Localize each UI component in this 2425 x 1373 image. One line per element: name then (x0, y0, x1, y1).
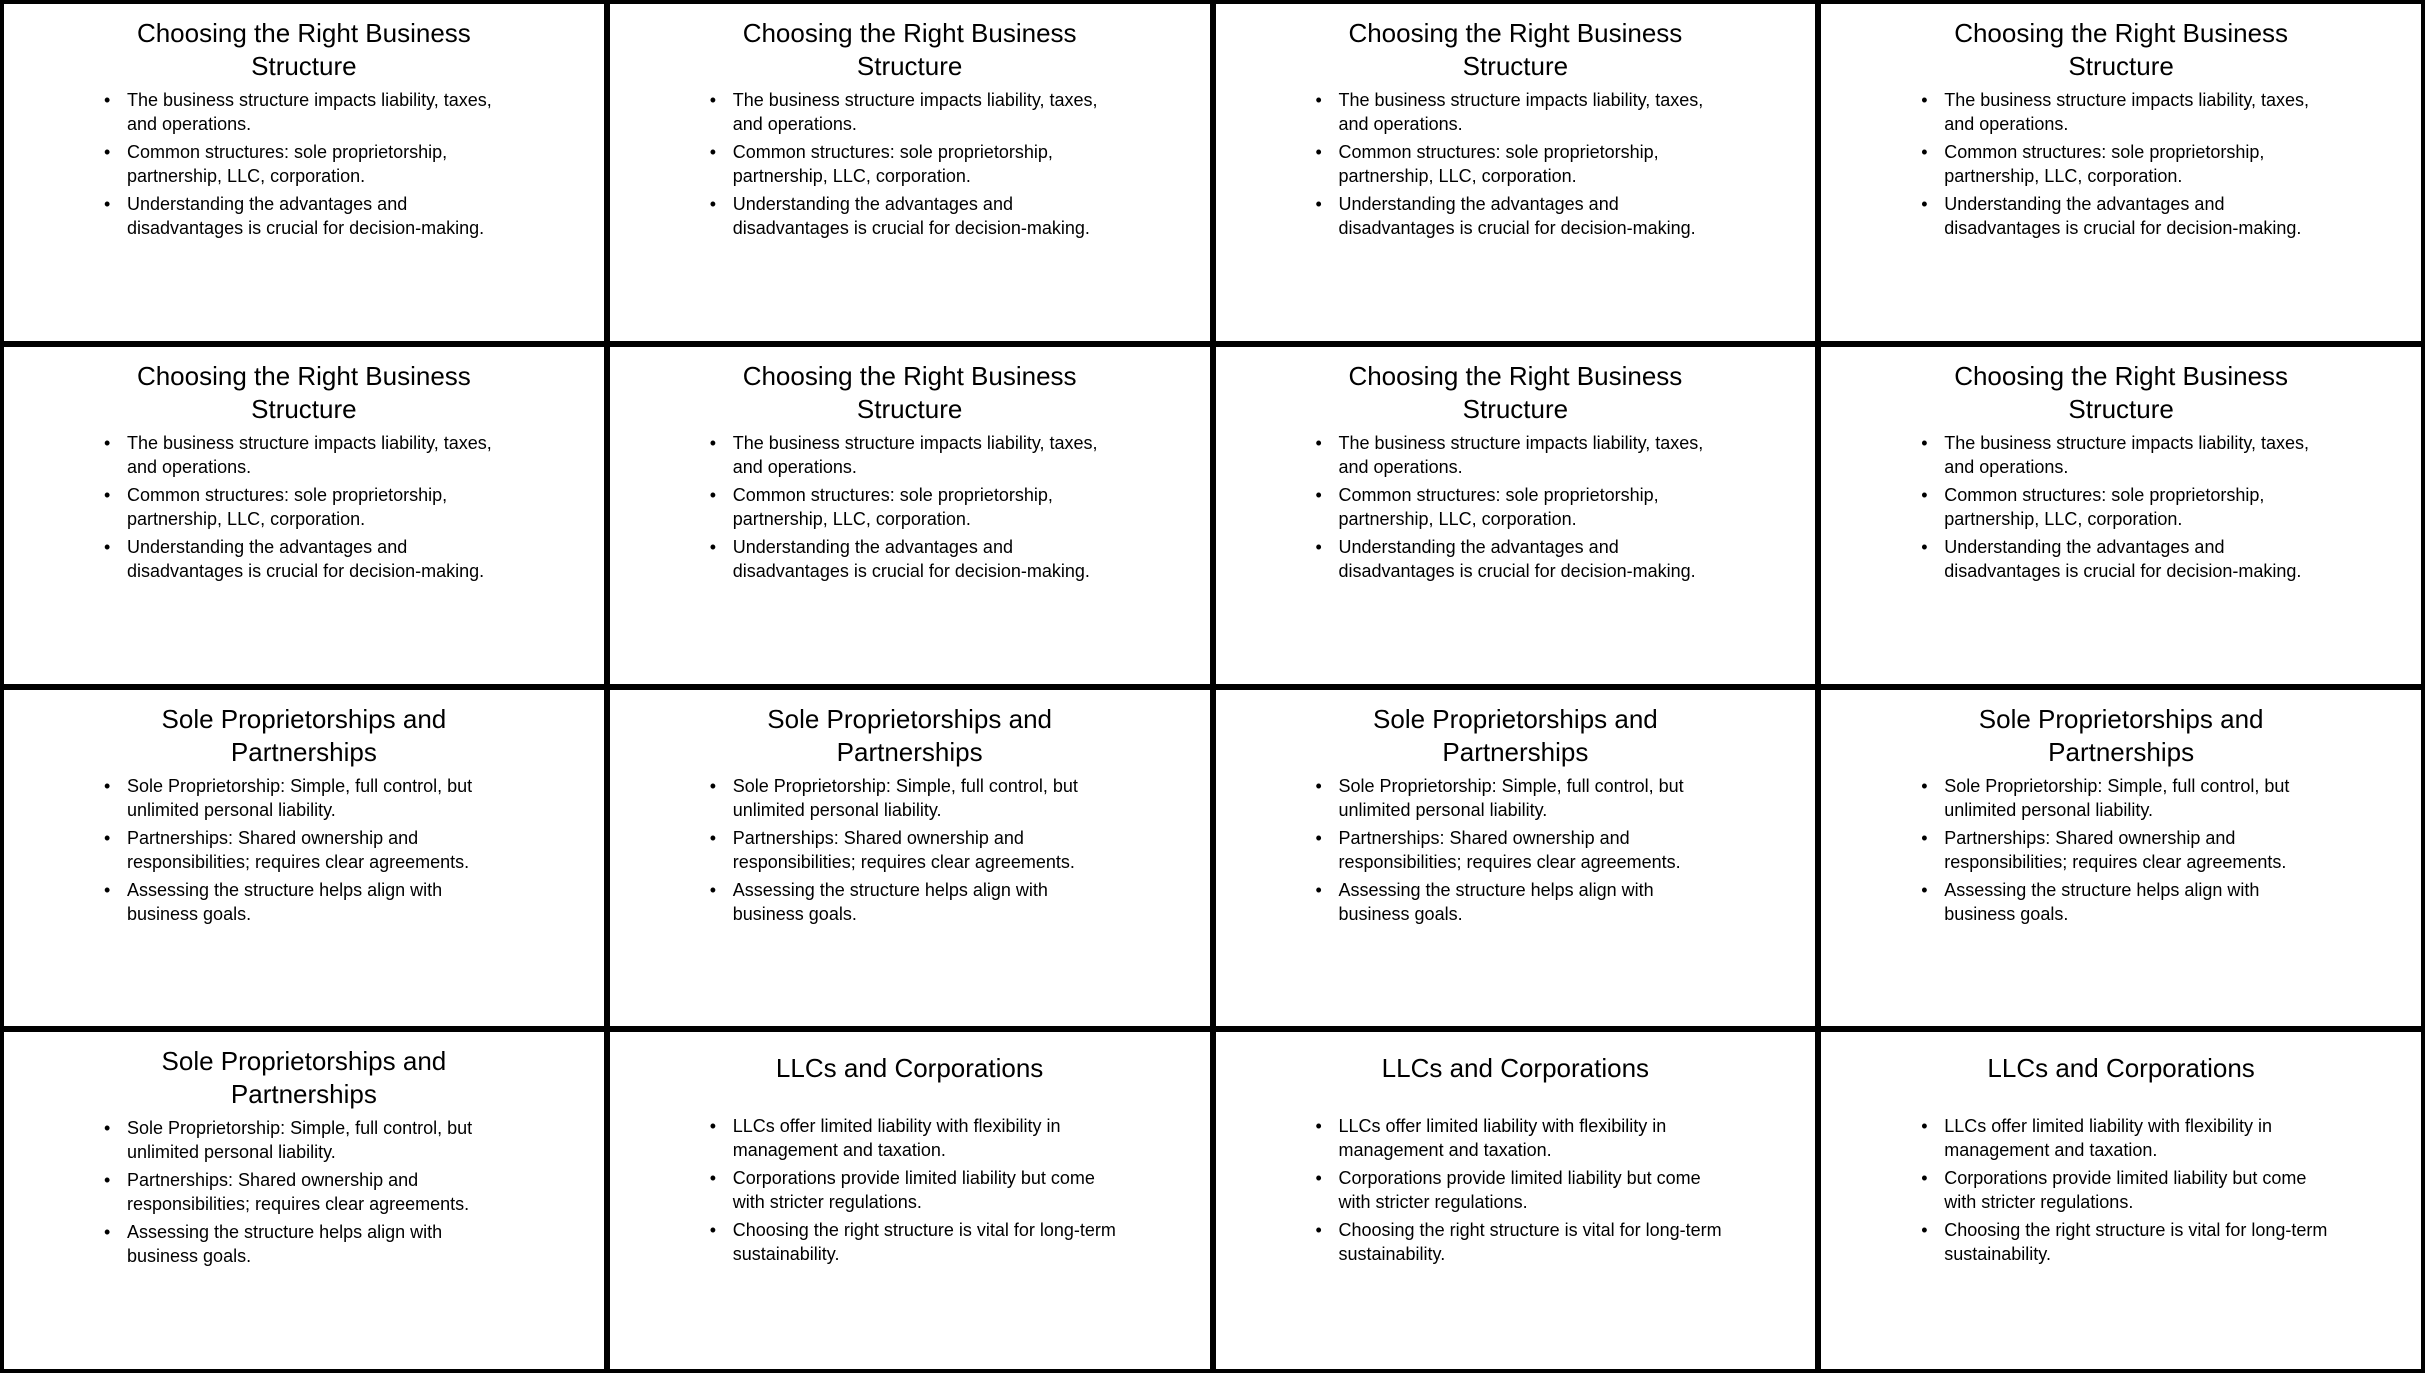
slide-title: LLCs and Corporations (775, 1052, 1044, 1083)
bullet-item: • Sole Proprietorship: Simple, full control, but unlimited personal liability. (104, 774, 514, 822)
slide-title: Choosing the Right Business Structure (742, 18, 1077, 81)
bullet-item: • Common structures: sole proprietorship, partnership, LLC, corporation. (1921, 140, 2331, 188)
bullet-item: • Partnerships: Shared ownership and responsibilities; requires clear agreements. (104, 826, 514, 874)
slide-thumbnail[interactable] (4, 347, 604, 684)
slide-thumbnail[interactable] (610, 690, 1210, 1027)
bullet-item: • Sole Proprietorship: Simple, full control, but unlimited personal liability. (710, 774, 1120, 822)
slide-thumbnail[interactable] (610, 347, 1210, 684)
bullet-item: • Sole Proprietorship: Simple, full control, but unlimited personal liability. (104, 1116, 514, 1164)
slide-thumbnail[interactable] (4, 1032, 604, 1369)
bullet-list (710, 774, 1120, 930)
bullet-list (710, 88, 1120, 244)
bullet-item: • Partnerships: Shared ownership and responsibilities; requires clear agreements. (104, 1168, 514, 1216)
bullet-item: • The business structure impacts liability, taxes, and operations. (1921, 431, 2331, 479)
bullet-list (104, 88, 514, 244)
slide-title: Sole Proprietorships and Partnerships (1978, 703, 2264, 767)
slide-title: Choosing the Right Business Structure (1954, 18, 2289, 81)
bullet-list (1921, 431, 2331, 587)
bullet-item: • The business structure impacts liability, taxes, and operations. (1921, 88, 2331, 136)
bullet-item: • Partnerships: Shared ownership and responsibilities; requires clear agreements. (710, 826, 1120, 874)
bullet-item: • Understanding the advantages and disadvantages is crucial for decision-making. (104, 192, 514, 240)
bullet-list (104, 431, 514, 587)
bullet-item: • The business structure impacts liability, taxes, and operations. (1316, 88, 1726, 136)
slide-thumbnail[interactable] (4, 690, 604, 1027)
bullet-item: • Assessing the structure helps align with business goals. (104, 1220, 514, 1268)
bullet-item: • Common structures: sole proprietorship, partnership, LLC, corporation. (710, 483, 1120, 531)
bullet-item: • Sole Proprietorship: Simple, full control, but unlimited personal liability. (1921, 774, 2331, 822)
bullet-item: • Common structures: sole proprietorship, partnership, LLC, corporation. (1921, 483, 2331, 531)
bullet-item: • Sole Proprietorship: Simple, full control, but unlimited personal liability. (1316, 774, 1726, 822)
bullet-item: • Common structures: sole proprietorship, partnership, LLC, corporation. (104, 483, 514, 531)
slide-thumbnail[interactable] (1216, 1032, 1816, 1369)
bullet-item: • Choosing the right structure is vital for long-term sustainability. (1316, 1218, 1726, 1266)
bullet-list (1316, 774, 1726, 930)
slide-title: Choosing the Right Business Structure (742, 360, 1077, 424)
bullet-item: • Common structures: sole proprietorship, partnership, LLC, corporation. (1316, 140, 1726, 188)
slide-title: Sole Proprietorships and Partnerships (161, 1046, 447, 1110)
slide-title: Sole Proprietorships and Partnerships (161, 703, 447, 767)
bullet-item: • The business structure impacts liability, taxes, and operations. (1316, 431, 1726, 479)
bullet-item: • Assessing the structure helps align with business goals. (104, 878, 514, 926)
bullet-list (1316, 88, 1726, 244)
bullet-list (1921, 88, 2331, 244)
bullet-item: • Understanding the advantages and disadvantages is crucial for decision-making. (1316, 535, 1726, 583)
bullet-list (104, 774, 514, 930)
slide-title: Choosing the Right Business Structure (1348, 360, 1683, 424)
slide-title: Choosing the Right Business Structure (136, 18, 471, 81)
slide-title: Choosing the Right Business Structure (1954, 360, 2289, 424)
bullet-item: • The business structure impacts liability, taxes, and operations. (104, 88, 514, 136)
slide-thumbnail[interactable] (4, 4, 604, 341)
bullet-item: • Assessing the structure helps align with business goals. (710, 878, 1120, 926)
bullet-item: • LLCs offer limited liability with flexibility in management and taxation. (1316, 1114, 1726, 1162)
bullet-item: • The business structure impacts liability, taxes, and operations. (710, 88, 1120, 136)
slide-thumbnail[interactable] (610, 4, 1210, 341)
bullet-item: • Partnerships: Shared ownership and responsibilities; requires clear agreements. (1316, 826, 1726, 874)
bullet-item: • Understanding the advantages and disadvantages is crucial for decision-making. (1921, 535, 2331, 583)
bullet-list (104, 1116, 514, 1272)
slide-title: LLCs and Corporations (1987, 1052, 2255, 1083)
slide-thumbnail[interactable] (1216, 4, 1816, 341)
slide-title: LLCs and Corporations (1381, 1052, 1650, 1083)
bullet-item: • Partnerships: Shared ownership and responsibilities; requires clear agreements. (1921, 826, 2331, 874)
bullet-item: • Understanding the advantages and disadvantages is crucial for decision-making. (710, 192, 1120, 240)
bullet-item: • Understanding the advantages and disadvantages is crucial for decision-making. (1316, 192, 1726, 240)
slide-thumbnail[interactable] (610, 1032, 1210, 1369)
bullet-item: • Assessing the structure helps align with business goals. (1316, 878, 1726, 926)
bullet-item: • LLCs offer limited liability with flexibility in management and taxation. (710, 1114, 1120, 1162)
bullet-item: • Common structures: sole proprietorship, partnership, LLC, corporation. (710, 140, 1120, 188)
bullet-item: • The business structure impacts liability, taxes, and operations. (104, 431, 514, 479)
bullet-list (1316, 431, 1726, 587)
bullet-item: • Choosing the right structure is vital for long-term sustainability. (710, 1218, 1120, 1266)
slide-title: Choosing the Right Business Structure (1348, 18, 1683, 81)
slide-title: Choosing the Right Business Structure (136, 360, 471, 424)
bullet-item: • Corporations provide limited liability but come with stricter regulations. (1316, 1166, 1726, 1214)
slide-title: Sole Proprietorships and Partnerships (767, 703, 1052, 767)
bullet-item: • Assessing the structure helps align with business goals. (1921, 878, 2331, 926)
bullet-list (710, 1114, 1120, 1270)
slide-thumbnail[interactable] (1821, 4, 2421, 341)
bullet-list (1921, 774, 2331, 930)
slide-thumbnail[interactable] (1821, 347, 2421, 684)
slide-thumbnail[interactable] (1821, 1032, 2421, 1369)
slide-thumbnail[interactable] (1216, 690, 1816, 1027)
bullet-item: • Corporations provide limited liability but come with stricter regulations. (710, 1166, 1120, 1214)
bullet-list (1921, 1114, 2331, 1270)
bullet-item: • Common structures: sole proprietorship, partnership, LLC, corporation. (104, 140, 514, 188)
bullet-item: • Choosing the right structure is vital for long-term sustainability. (1921, 1218, 2331, 1266)
bullet-list (1316, 1114, 1726, 1270)
bullet-item: • Understanding the advantages and disadvantages is crucial for decision-making. (104, 535, 514, 583)
bullet-item: • Corporations provide limited liability but come with stricter regulations. (1921, 1166, 2331, 1214)
bullet-item: • Common structures: sole proprietorship, partnership, LLC, corporation. (1316, 483, 1726, 531)
bullet-item: • LLCs offer limited liability with flexibility in management and taxation. (1921, 1114, 2331, 1162)
bullet-item: • The business structure impacts liability, taxes, and operations. (710, 431, 1120, 479)
slide-thumbnail[interactable] (1821, 690, 2421, 1027)
slide-thumbnail[interactable] (1216, 347, 1816, 684)
slide-title: Sole Proprietorships and Partnerships (1373, 703, 1658, 767)
bullet-item: • Understanding the advantages and disadvantages is crucial for decision-making. (1921, 192, 2331, 240)
bullet-item: • Understanding the advantages and disadvantages is crucial for decision-making. (710, 535, 1120, 583)
bullet-list (710, 431, 1120, 587)
